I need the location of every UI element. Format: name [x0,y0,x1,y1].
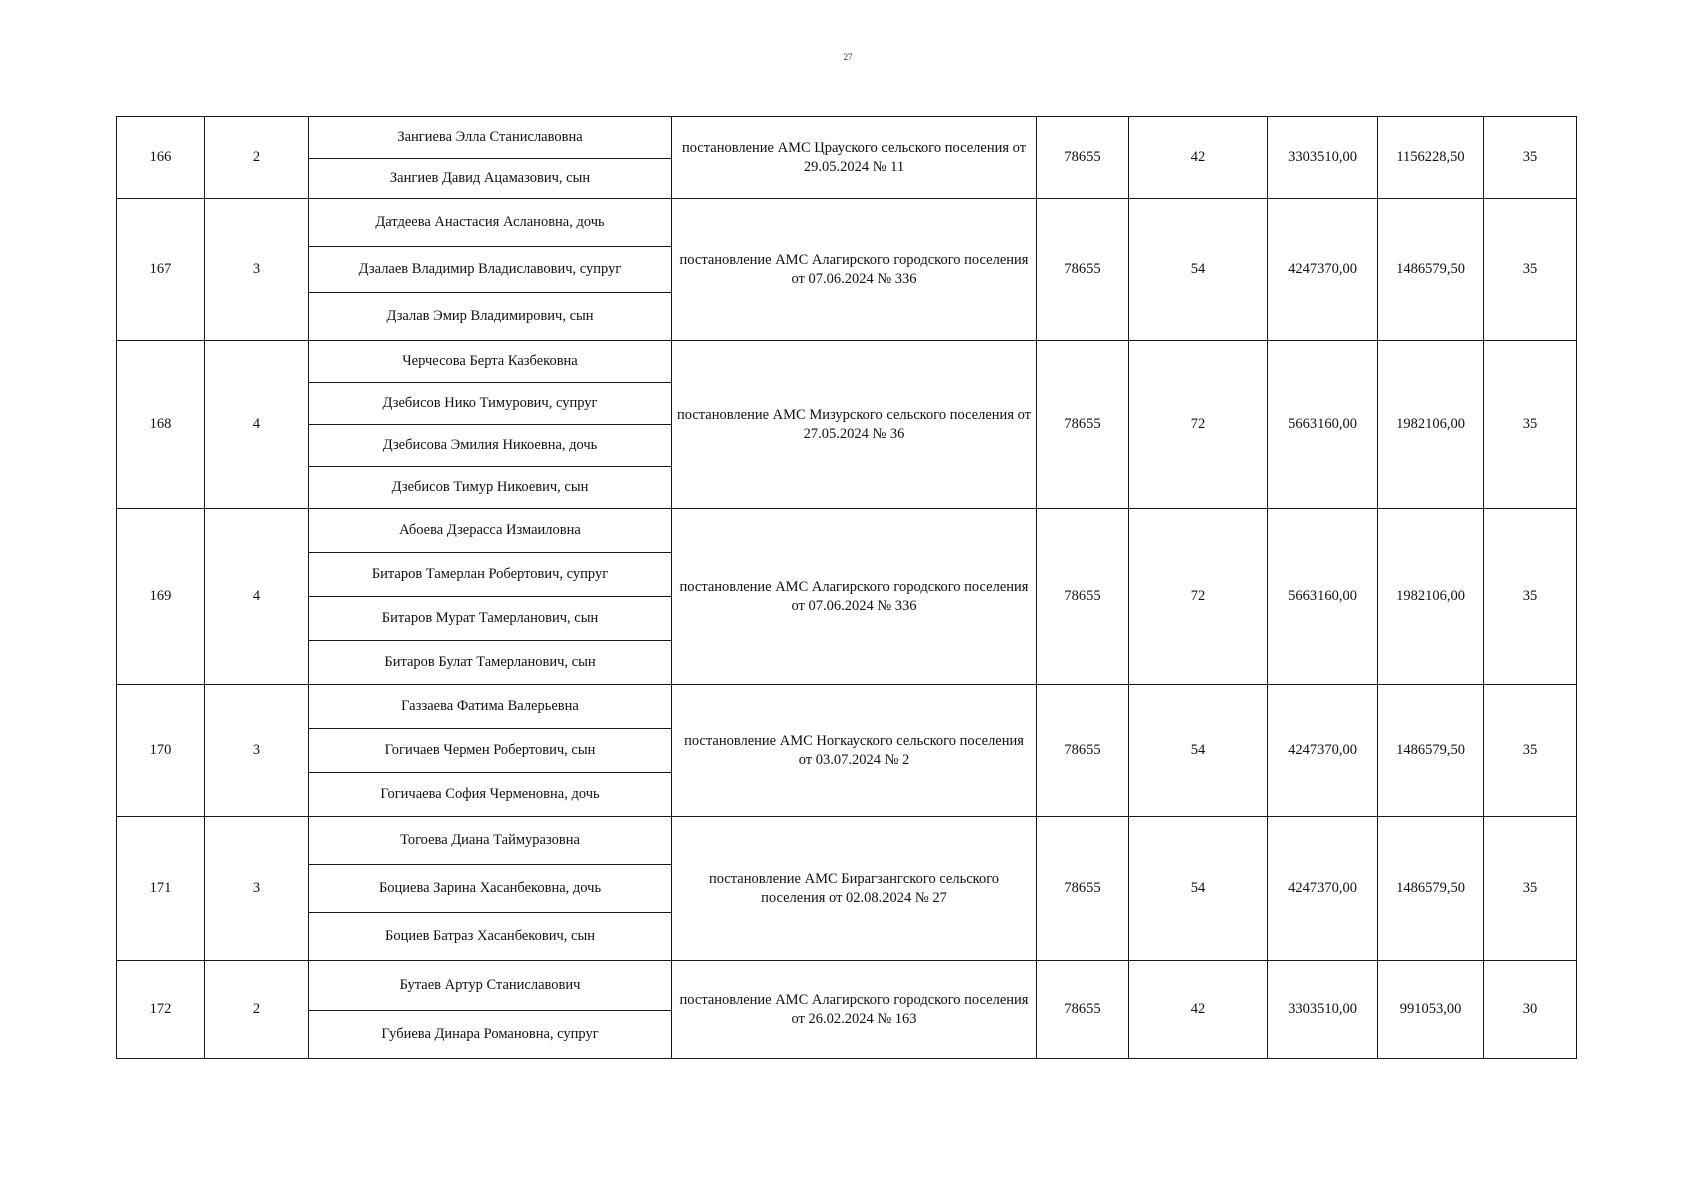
member-name: Газзаева Фатима Валерьевна [309,685,672,729]
area-norm: 42 [1129,117,1268,199]
decree: постановление АМС Алагирского городского поселения от 07.06.2024 № 336 [672,199,1037,341]
subsidy-percent: 35 [1484,199,1577,341]
row-number: 170 [117,685,205,817]
member-name: Тогоева Диана Таймуразовна [309,817,672,865]
subsidy-amount: 1982106,00 [1378,341,1484,509]
member-name: Датдеева Анастасия Аслановна, дочь [309,199,672,247]
rate-per-sqm: 78655 [1037,685,1129,817]
table-row [117,817,1577,865]
housing-cost: 4247370,00 [1268,817,1378,961]
table-row [117,117,1577,159]
subsidy-amount: 991053,00 [1378,961,1484,1059]
family-size: 3 [205,817,309,961]
area-norm: 54 [1129,685,1268,817]
subsidy-amount: 1156228,50 [1378,117,1484,199]
decree: постановление АМС Ногкауского сельского поселения от 03.07.2024 № 2 [672,685,1037,817]
rate-per-sqm: 78655 [1037,509,1129,685]
member-name: Битаров Тамерлан Робертович, супруг [309,553,672,597]
housing-cost: 4247370,00 [1268,685,1378,817]
member-name: Боциева Зарина Хасанбековна, дочь [309,865,672,913]
member-name: Дзалав Эмир Владимирович, сын [309,293,672,341]
decree: постановление АМС Бирагзангского сельского поселения от 02.08.2024 № 27 [672,817,1037,961]
member-name: Гогичаева София Черменовна, дочь [309,773,672,817]
member-name: Гогичаев Чермен Робертович, сын [309,729,672,773]
table-row [117,509,1577,553]
family-size: 4 [205,509,309,685]
row-number: 168 [117,341,205,509]
member-name: Губиева Динара Романовна, супруг [309,1011,672,1059]
row-number: 172 [117,961,205,1059]
member-name: Зангиев Давид Ацамазович, сын [309,159,672,199]
rate-per-sqm: 78655 [1037,341,1129,509]
subsidy-percent: 35 [1484,817,1577,961]
subsidy-percent: 35 [1484,685,1577,817]
table-row [117,341,1577,383]
table-row [117,961,1577,1011]
decree: постановление АМС Црауского сельского поселения от 29.05.2024 № 11 [672,117,1037,199]
housing-cost: 4247370,00 [1268,199,1378,341]
registry-table [116,116,1577,1059]
member-name: Битаров Мурат Тамерланович, сын [309,597,672,641]
row-number: 169 [117,509,205,685]
housing-cost: 5663160,00 [1268,341,1378,509]
subsidy-amount: 1486579,50 [1378,817,1484,961]
member-name: Дзебисова Эмилия Никоевна, дочь [309,425,672,467]
rate-per-sqm: 78655 [1037,199,1129,341]
row-number: 167 [117,199,205,341]
family-size: 2 [205,117,309,199]
family-size: 3 [205,199,309,341]
member-name: Дзебисов Тимур Никоевич, сын [309,467,672,509]
area-norm: 72 [1129,341,1268,509]
rate-per-sqm: 78655 [1037,117,1129,199]
member-name: Боциев Батраз Хасанбекович, сын [309,913,672,961]
area-norm: 42 [1129,961,1268,1059]
table-row [117,199,1577,247]
row-number: 171 [117,817,205,961]
member-name: Зангиева Элла Станиславовна [309,117,672,159]
rate-per-sqm: 78655 [1037,961,1129,1059]
subsidy-amount: 1486579,50 [1378,685,1484,817]
family-size: 4 [205,341,309,509]
family-size: 2 [205,961,309,1059]
row-number: 166 [117,117,205,199]
family-size: 3 [205,685,309,817]
subsidy-percent: 35 [1484,341,1577,509]
housing-cost: 3303510,00 [1268,961,1378,1059]
area-norm: 54 [1129,199,1268,341]
subsidy-amount: 1486579,50 [1378,199,1484,341]
page-number: 27 [843,52,853,62]
housing-cost: 5663160,00 [1268,509,1378,685]
subsidy-percent: 35 [1484,509,1577,685]
housing-cost: 3303510,00 [1268,117,1378,199]
subsidy-amount: 1982106,00 [1378,509,1484,685]
decree: постановление АМС Алагирского городского поселения от 26.02.2024 № 163 [672,961,1037,1059]
member-name: Дзебисов Нико Тимурович, супруг [309,383,672,425]
member-name: Битаров Булат Тамерланович, сын [309,641,672,685]
member-name: Дзалаев Владимир Владиславович, супруг [309,247,672,293]
decree: постановление АМС Алагирского городского поселения от 07.06.2024 № 336 [672,509,1037,685]
area-norm: 72 [1129,509,1268,685]
subsidy-percent: 30 [1484,961,1577,1059]
area-norm: 54 [1129,817,1268,961]
subsidy-percent: 35 [1484,117,1577,199]
rate-per-sqm: 78655 [1037,817,1129,961]
member-name: Абоева Дзерасса Измаиловна [309,509,672,553]
decree: постановление АМС Мизурского сельского поселения от 27.05.2024 № 36 [672,341,1037,509]
table-row [117,685,1577,729]
member-name: Бутаев Артур Станиславович [309,961,672,1011]
member-name: Черчесова Берта Казбековна [309,341,672,383]
